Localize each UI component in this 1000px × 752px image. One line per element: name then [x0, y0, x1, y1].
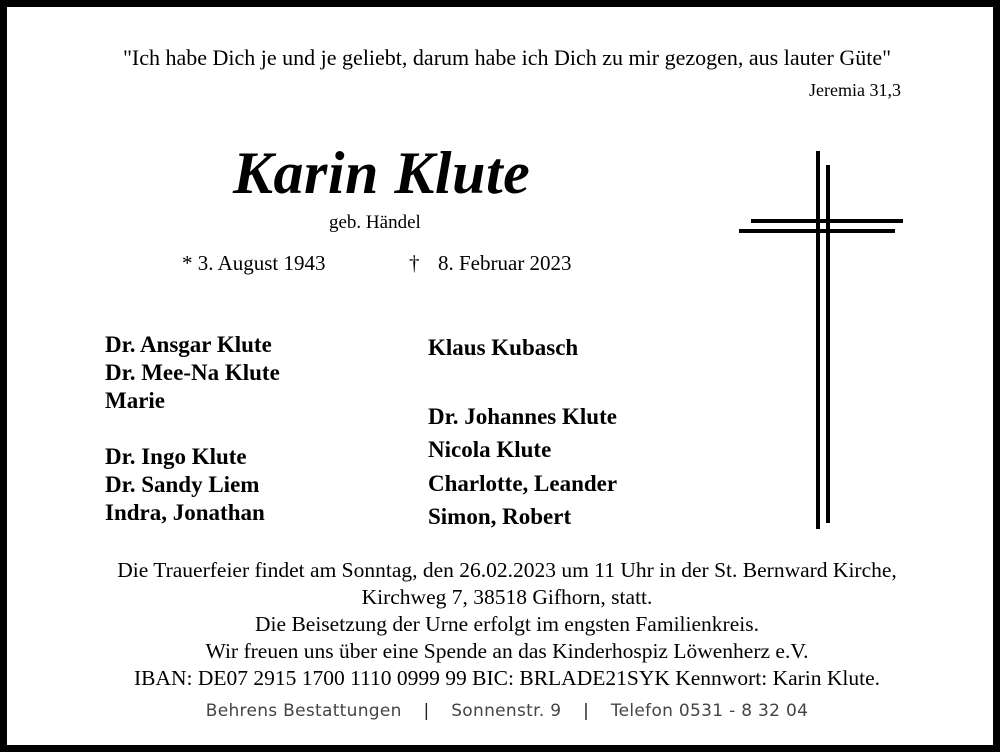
deceased-name: Karin Klute: [233, 140, 531, 206]
mourner-name: Marie: [105, 388, 166, 413]
service-information: [7, 557, 1000, 692]
footer-separator: |: [583, 701, 590, 721]
death-symbol: †: [409, 251, 420, 275]
funeral-home-footer: [7, 701, 1000, 721]
mourner-name: Dr. Ansgar Klute: [105, 332, 272, 357]
service-line: Die Beisetzung der Urne erfolgt im engsten Familienkreis.: [255, 612, 759, 636]
mourner-group: [105, 443, 280, 527]
service-line: Wir freuen uns über eine Spende an das Kinderhospiz Löwenherz e.V.: [205, 639, 809, 663]
mourner-name: Klaus Kubasch: [428, 335, 579, 360]
death-date-line: [409, 251, 572, 276]
mourners-right-column: [428, 331, 617, 534]
mourners-left-column: [105, 331, 280, 527]
birth-date: * 3. August 1943: [182, 251, 326, 275]
mourner-name: Simon, Robert: [428, 504, 572, 529]
mourner-name: Dr. Mee-Na Klute: [105, 360, 280, 385]
mourner-name: Indra, Jonathan: [105, 500, 265, 525]
double-line-cross-icon: [737, 151, 907, 531]
mourner-name: Dr. Sandy Liem: [105, 472, 260, 497]
mourner-name: Dr. Ingo Klute: [105, 444, 247, 469]
mourner-name: Dr. Johannes Klute: [428, 403, 617, 429]
mourner-group: [428, 400, 617, 534]
footer-separator: |: [423, 701, 430, 721]
service-line: IBAN: DE07 2915 1700 1110 0999 99 BIC: BRLADE21SYK Kennwort: Karin Klute.: [133, 666, 881, 690]
mourner-name: Charlotte, Leander: [428, 470, 618, 496]
mourner-group: [105, 331, 280, 415]
bible-reference: Jeremia 31,3: [809, 80, 901, 100]
funeral-home-address: Sonnenstr. 9: [451, 701, 562, 721]
funeral-home-name: Behrens Bestattungen: [205, 701, 402, 721]
mourner-name: Nicola Klute: [428, 437, 552, 462]
service-line: Die Trauerfeier findet am Sonntag, den 26.02.2023 um 11 Uhr in der St. Bernward Kirche,: [117, 558, 897, 582]
service-line: Kirchweg 7, 38518 Gifhorn, statt.: [361, 585, 653, 609]
maiden-name: geb. Händel: [329, 212, 421, 233]
bible-quote: "Ich habe Dich je und je geliebt, darum habe ich Dich zu mir gezogen, aus lauter Güte": [122, 45, 892, 70]
funeral-home-phone: Telefon 0531 - 8 32 04: [610, 701, 809, 721]
mourner-group: [428, 331, 617, 365]
death-date: 8. Februar 2023: [438, 251, 572, 275]
